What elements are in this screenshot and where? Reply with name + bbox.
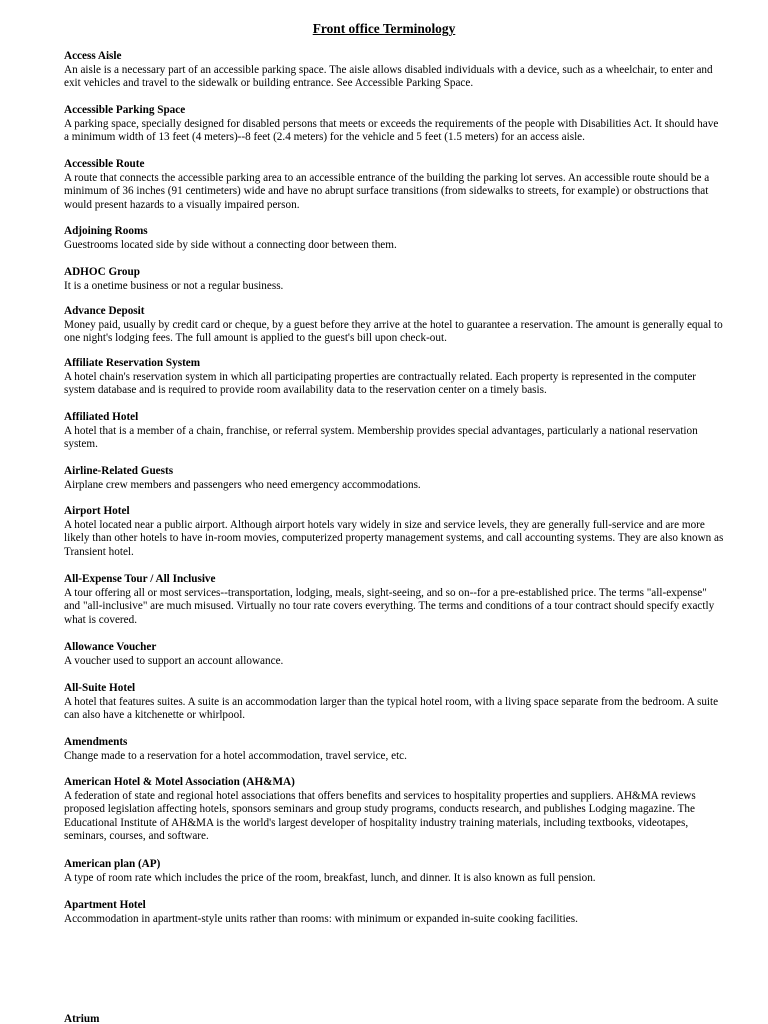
entry-term: Access Aisle: [64, 50, 122, 62]
glossary-entry: [64, 776, 724, 844]
entry-definition: A tour offering all or most services--transportation, lodging, meals, sight-seeing, and so on--for a pre-established price. The terms "all-expense" and "all-inclusive" are much misused. Virtually no tour rate covers everything. The terms and conditions of a tour contract should specify exactly what is covered.: [64, 586, 715, 626]
entry-term: ADHOC Group: [64, 266, 140, 278]
entry-definition: A type of room rate which includes the price of the room, breakfast, lunch, and dinner. It is also known as full pension.: [64, 871, 596, 884]
glossary-entry: [64, 573, 724, 627]
glossary-entry: [64, 858, 724, 885]
entry-term: Adjoining Rooms: [64, 225, 148, 237]
entry-term: Allowance Voucher: [64, 641, 157, 653]
glossary-entry: [64, 899, 724, 926]
entry-term: All-Expense Tour / All Inclusive: [64, 573, 216, 585]
glossary-entry: [64, 465, 724, 492]
entry-definition: A voucher used to support an account allowance.: [64, 654, 284, 667]
entry-term: American Hotel & Motel Association (AH&MA): [64, 776, 295, 788]
entry-term: Apartment Hotel: [64, 899, 146, 911]
entry-definition: A hotel that is a member of a chain, franchise, or referral system. Membership provides special advantages, particularly a national reservation system.: [64, 424, 698, 451]
entry-definition: Money paid, usually by credit card or cheque, by a guest before they arrive at the hotel to guarantee a reservation. The amount is generally equal to one night's lodging fees. The full amount is applied to the guest's bill upon check-out.: [64, 318, 723, 345]
glossary-entry: [64, 158, 724, 212]
entry-term: Atrium: [64, 1013, 100, 1024]
page-title: Front office Terminology: [312, 21, 456, 36]
entry-term: Accessible Parking Space: [64, 104, 186, 116]
entry-term: Amendments: [64, 736, 128, 748]
entry-term: Advance Deposit: [64, 305, 145, 317]
entry-definition: Airplane crew members and passengers who need emergency accommodations.: [64, 478, 421, 491]
entry-definition: Accommodation in apartment-style units rather than rooms: with minimum or expanded in-suite cooking facilities.: [64, 912, 578, 925]
entry-definition: A route that connects the accessible parking area to an accessible entrance of the building the parking lot serves. An accessible route should be a minimum of 36 inches (91 centimeters) wide and have no abrupt surface transitions (from sidewalks to streets, for example) or obstructions that would present hazards to a visually impaired person.: [64, 171, 710, 211]
entry-definition: A hotel located near a public airport. Although airport hotels vary widely in size and service levels, they are generally full-service and are more likely than other hotels to have in-room movies, computerized property management systems, and call accounting systems. They are also known as Transient hotel.: [64, 518, 724, 558]
entry-definition: A hotel chain's reservation system in which all participating properties are contractually related. Each property is represented in the computer system database and is required to provide room availability data to the reservation center on a timely basis.: [64, 370, 697, 397]
glossary-entry: [64, 266, 724, 293]
entry-term: Airport Hotel: [64, 505, 130, 517]
glossary-entry: [64, 505, 724, 559]
glossary-entry: [64, 104, 724, 145]
glossary-entry: [64, 357, 724, 398]
glossary-entry: [64, 225, 724, 252]
entry-definition: Guestrooms located side by side without a connecting door between them.: [64, 238, 397, 251]
glossary-entry: [64, 50, 724, 91]
glossary-entry: [64, 641, 724, 668]
entry-definition: Change made to a reservation for a hotel accommodation, travel service, etc.: [64, 749, 407, 762]
glossary-entry: [64, 305, 724, 346]
entry-definition: It is a onetime business or not a regular business.: [64, 279, 284, 292]
entry-term: Accessible Route: [64, 158, 145, 170]
glossary-entry: [64, 411, 724, 452]
entry-term: American plan (AP): [64, 858, 161, 870]
entry-definition: A federation of state and regional hotel associations that offers benefits and services to hospitality properties and suppliers. AH&MA reviews proposed legislation affecting hotels, sponsors seminars and group study programs, conducts research, and publishes Lodging magazine. The Educational Institute of AH&MA is the world's largest developer of hospitality industry training materials, including textbooks, videotapes, seminars, courses, and software.: [64, 789, 696, 843]
entry-definition: A parking space, specially designed for disabled persons that meets or exceeds the requirements of the people with Disabilities Act. It should have a minimum width of 13 feet (4 meters)--8 feet (2.4 meters) for the vehicle and 5 feet (1.5 meters) for an access aisle.: [64, 117, 719, 144]
entry-definition: An aisle is a necessary part of an accessible parking space. The aisle allows disabled individuals with a device, such as a wheelchair, to enter and exit vehicles and travel to the sidewalk or building entrance. See Accessible Parking Space.: [64, 63, 713, 90]
entry-term: All-Suite Hotel: [64, 682, 136, 694]
entry-term: Airline-Related Guests: [64, 465, 174, 477]
glossary-entry: [64, 1013, 724, 1024]
entry-definition: A hotel that features suites. A suite is an accommodation larger than the typical hotel room, with a living space separate from the bedroom. A suite can also have a kitchenette or whirlpool.: [64, 695, 719, 722]
entry-term: Affiliate Reservation System: [64, 357, 201, 369]
glossary-entry: [64, 736, 724, 763]
glossary-entry: [64, 682, 724, 723]
entry-term: Affiliated Hotel: [64, 411, 139, 423]
